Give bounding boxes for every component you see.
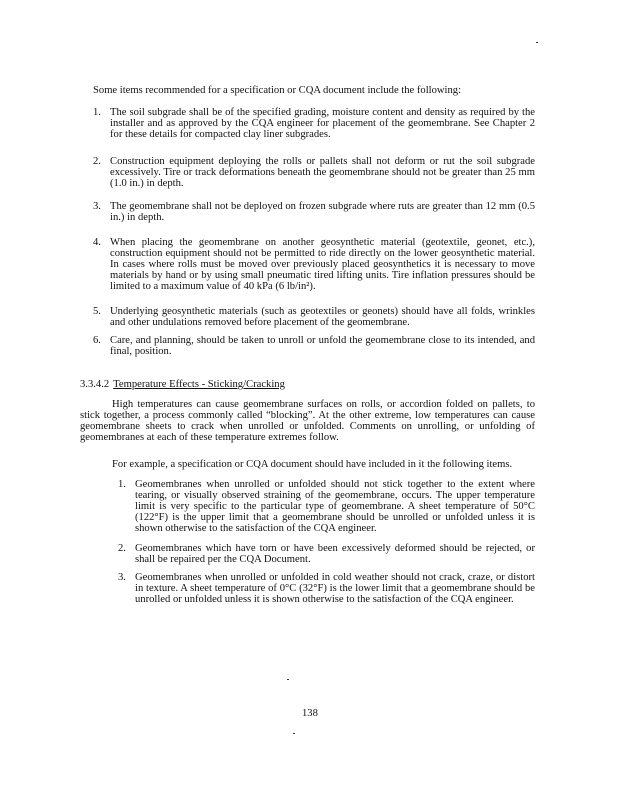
scan-speck xyxy=(293,733,295,734)
list-number: 2. xyxy=(118,543,126,554)
list-number: 3. xyxy=(93,201,101,212)
list-item xyxy=(93,335,535,357)
list-item xyxy=(93,237,535,292)
list-item xyxy=(118,479,535,534)
list-number: 4. xyxy=(93,237,101,248)
list-item xyxy=(93,107,535,140)
scan-speck xyxy=(536,42,538,43)
list-item xyxy=(93,156,535,189)
list-item xyxy=(93,201,535,223)
section-number: 3.3.4.2 xyxy=(80,379,110,390)
list-number: 1. xyxy=(93,107,101,118)
list-number: 2. xyxy=(93,156,101,167)
page-number: 138 xyxy=(302,708,318,719)
intro-text: Some items recommended for a specification or CQA document include the following: xyxy=(93,85,462,96)
section-heading xyxy=(80,379,535,390)
list-item xyxy=(93,306,535,328)
list-text: The geomembrane shall not be deployed on frozen subgrade where ruts are greater than 12 mm (0.5 in.) in depth. xyxy=(110,201,535,223)
list-number: 5. xyxy=(93,306,101,317)
scan-speck xyxy=(287,679,289,680)
list-item xyxy=(118,572,535,605)
list-text: Construction equipment deploying the rolls or pallets shall not deform or rut the soil subgrade excessively. Tire or track deformations beneath the geomembrane should not be greater than 25 mm (1.0 in.) in depth. xyxy=(110,156,535,189)
paragraph: For example, a specification or CQA document should have included in it the following items. xyxy=(112,459,513,470)
list-text: When placing the geomembrane on another geosynthetic material (geotextile, geonet, etc.), construction equipment should not be permitted to ride directly on the lower geosynthetic material. In cases where rolls must be moved over previously placed geosynthetics it is necessary to move materials by hand or by using small pneumatic tired lifting units. Tire inflation pressures should be limited to a maximum value of 40 kPa (6 lb/in²). xyxy=(110,237,535,292)
list-item xyxy=(118,543,535,565)
list-number: 1. xyxy=(118,479,126,490)
section-title: Temperature Effects - Sticking/Cracking xyxy=(113,379,285,390)
list-number: 3. xyxy=(118,572,126,583)
list-text: Care, and planning, should be taken to unroll or unfold the geomembrane close to its intended, and final, position. xyxy=(110,335,535,357)
list-text: Underlying geosynthetic materials (such as geotextiles or geonets) should have all folds, wrinkles and other undulations removed before placement of the geomembrane. xyxy=(110,306,535,328)
list-number: 6. xyxy=(93,335,101,346)
list-text: The soil subgrade shall be of the specified grading, moisture content and density as required by the installer and as approved by the CQA engineer for placement of the geomembrane. See Chapter 2 for these details for compacted clay liner subgrades. xyxy=(110,107,535,140)
paragraph: High temperatures can cause geomembrane surfaces on rolls, or accordion folded on pallets, to stick together, a process commonly called “blocking”. At the other extreme, low temperatures can cause geomembrane sheets to crack when unrolled or unfolded. Comments on unrolling, or unfolding of geomembranes at each of these temperature extremes follow. xyxy=(80,399,535,443)
list-text: Geomembranes which have torn or have been excessively deformed should be rejected, or shall be repaired per the CQA Document. xyxy=(135,543,535,565)
document-body xyxy=(80,85,535,605)
list-text: Geomembranes when unrolled or unfolded should not stick together to the extent where tearing, or visually observed straining of the geomembrane, occurs. The upper temperature limit is very specific to the particular type of geomembrane. A sheet temperature of 50°C (122°F) is the upper limit that a geomembrane should be unrolled or unfolded unless it is shown otherwise to the satisfaction of the CQA engineer. xyxy=(135,479,535,534)
list-text: Geomembranes when unrolled or unfolded in cold weather should not crack, craze, or distort in texture. A sheet temperature of 0°C (32°F) is the lower limit that a geomembrane should be unrolled or unfolded unless it is shown otherwise to the satisfaction of the CQA engineer. xyxy=(135,572,535,605)
